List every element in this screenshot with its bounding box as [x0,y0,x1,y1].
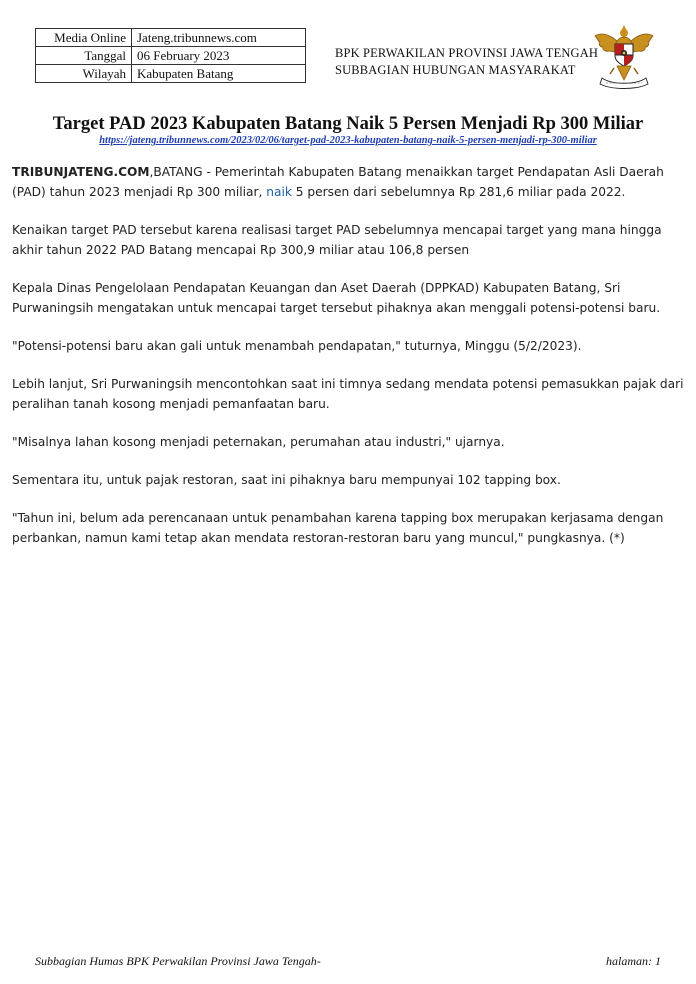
agency-header [335,45,598,79]
meta-row [36,29,306,47]
paragraph-text: 5 persen dari sebelumnya Rp 281,6 miliar pada 2022. [291,185,626,199]
article-title: Target PAD 2023 Kabupaten Batang Naik 5 Persen Menjadi Rp 300 Miliar [52,114,644,134]
paragraph: Lebih lanjut, Sri Purwaningsih mencontohkan saat ini timnya sedang mendata potensi pemasukkan pajak dari peralihan tanah kosong menjadi pemanfaatan baru. [12,377,684,411]
meta-label: Wilayah [36,65,132,83]
meta-value: Jateng.tribunnews.com [132,29,306,47]
paragraph: "Tahun ini, belum ada perencanaan untuk penambahan karena tapping box merupakan kerjasama dengan perbankan, namun kami tetap akan mendata restoran-restoran baru yang muncul," pungkasnya. (*) [12,511,664,545]
meta-value: Kabupaten Batang [132,65,306,83]
dateline-source: TRIBUNJATENG.COM [12,165,150,179]
paragraph: Kenaikan target PAD tersebut karena realisasi target PAD sebelumnya mencapai target yang mana hingga akhir tahun 2022 PAD Batang mencapai Rp 300,9 miliar atau 106,8 persen [12,223,662,257]
agency-name: BPK PERWAKILAN PROVINSI JAWA TENGAH [335,46,599,60]
meta-value: 06 February 2023 [132,47,306,65]
article-body [12,162,684,566]
paragraph-text: ,BATANG - Pemerintah Kabupaten Batang menaikkan target Pendapatan Asli Daerah (PAD) tahun 2023 menjadi Rp 300 miliar, [12,165,664,199]
source-link[interactable]: https://jateng.tribunnews.com/2023/02/06/target-pad-2023-kabupaten-batang-naik-5-persen-menjadi-rp-300-miliar [99,135,597,146]
meta-label: Media Online [36,29,132,47]
meta-row [36,65,306,83]
paragraph: "Misalnya lahan kosong menjadi peternakan, perumahan atau industri," ujarnya. [12,435,505,449]
meta-row [36,47,306,65]
agency-subdivision: SUBBAGIAN HUBUNGAN MASYARAKAT [335,63,576,77]
paragraph: "Potensi-potensi baru akan gali untuk menambah pendapatan," tuturnya, Minggu (5/2/2023). [12,339,582,353]
meta-label: Tanggal [36,47,132,65]
page-number: halaman: 1 [606,954,661,968]
paragraph: Sementara itu, untuk pajak restoran, saat ini pihaknya baru mempunyai 102 tapping box. [12,473,561,487]
paragraph [12,162,684,202]
paragraph: Kepala Dinas Pengelolaan Pendapatan Keuangan dan Aset Daerah (DPPKAD) Kabupaten Batang, Sri Purwaningsih mengatakan untuk mencapai target tersebut pihaknya akan menggali potensi-potensi baru. [12,281,661,315]
garuda-emblem-icon [592,22,656,90]
inline-link[interactable]: naik [266,185,292,199]
meta-table [35,28,306,83]
footer-text: Subbagian Humas BPK Perwakilan Provinsi Jawa Tengah- [35,954,321,968]
